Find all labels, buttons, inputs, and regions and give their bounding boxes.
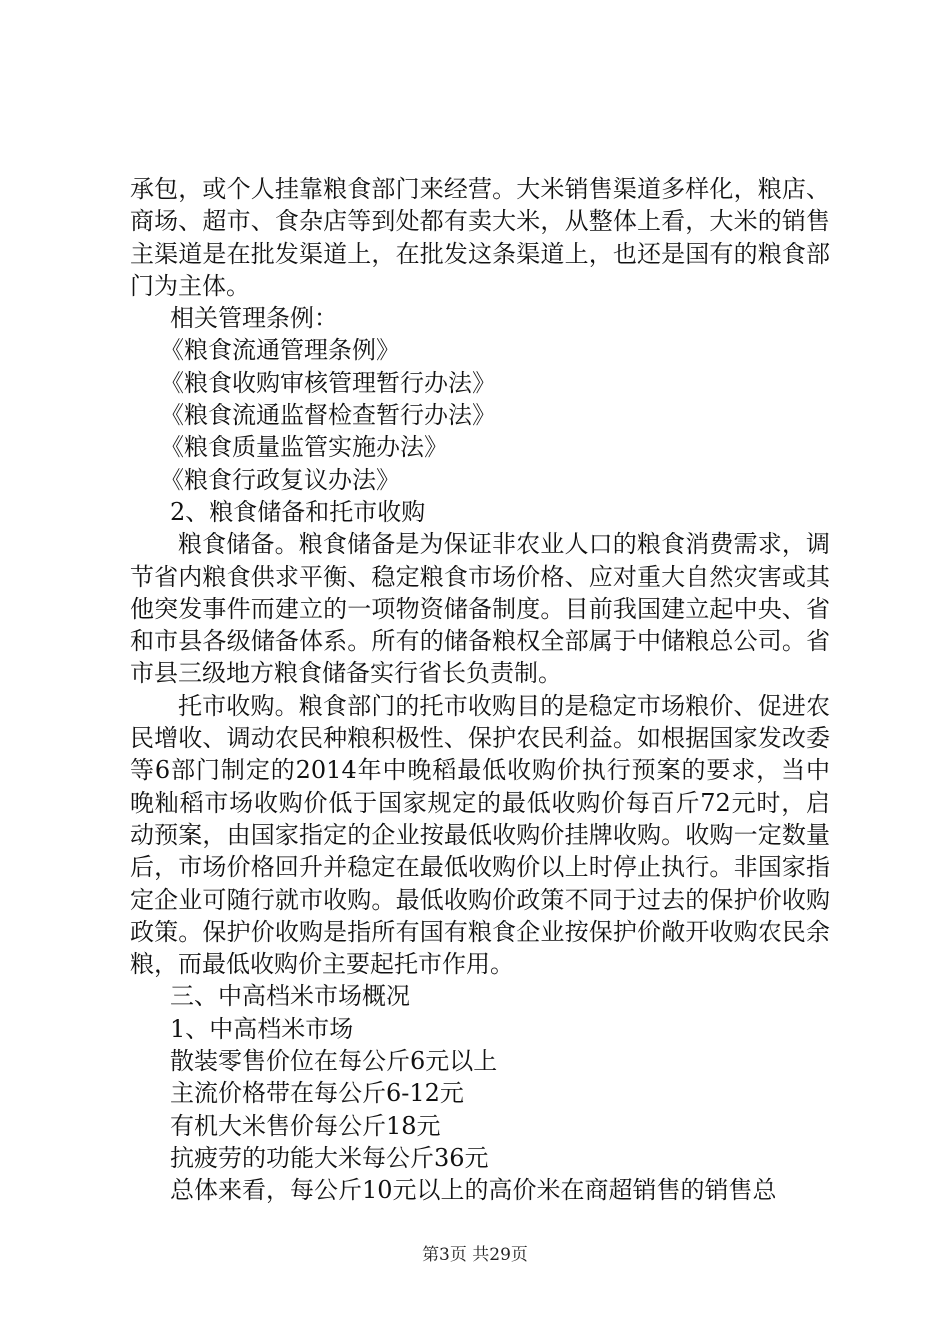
price-line: 散装零售价位在每公斤6元以上 (170, 1047, 498, 1076)
heading-regulations: 相关管理条例： (170, 304, 338, 333)
subsection-heading-rice-market: 1、中高档米市场 (170, 1014, 354, 1043)
paragraph-rice-sales-channels: 承包，或个人挂靠粮食部门来经营。大米销售渠道多样化，粮店、商场、超市、食杂店等到处都有卖大米，从整体上看，大米的销售主渠道是在批发渠道上，在批发这条渠道上，也还是国有的粮食部门为主体。 (130, 175, 830, 300)
page-number-footer: 第3页 共29页 (422, 1245, 528, 1265)
document-body (130, 173, 830, 1207)
price-line: 有机大米售价每公斤18元 (170, 1111, 441, 1140)
price-line: 抗疲劳的功能大米每公斤36元 (170, 1143, 489, 1172)
paragraph-price-support-purchase: 托市收购。粮食部门的托市收购目的是稳定市场粮价、促进农民增收、调动农民种粮积极性、保护农民利益。如根据国家发改委等6部门制定的2014年中晚稻最低收购价执行预案的要求，当中晚籼稻市场收购价低于国家规定的最低收购价每百斤72元时，启动预案，由国家指定的企业按最低收购价挂牌收购。收购一定数量后，市场价格回升并稳定在最低收购价以上时停止执行。非国家指定企业可随行就市收购。最低收购价政策不同于过去的保护价收购政策。保护价收购是指所有国有粮食企业按保护价敞开收购农民余粮，而最低收购价主要起托市作用。 (130, 691, 830, 979)
regulation-item: 《粮食质量监管实施办法》 (160, 433, 448, 462)
regulation-item: 《粮食收购审核管理暂行办法》 (160, 368, 496, 397)
section-heading-grain-reserve: 2、粮食储备和托市收购 (170, 497, 426, 526)
regulation-item: 《粮食流通管理条例》 (160, 336, 400, 365)
price-line: 主流价格带在每公斤6-12元 (170, 1079, 464, 1108)
paragraph-summary: 总体来看，每公斤10元以上的高价米在商超销售的销售总 (170, 1176, 777, 1205)
regulation-item: 《粮食行政复议办法》 (160, 465, 400, 494)
regulation-item: 《粮食流通监督检查暂行办法》 (160, 401, 496, 430)
section-heading-rice-market: 三、中高档米市场概况 (170, 982, 410, 1011)
paragraph-grain-reserve: 粮食储备。粮食储备是为保证非农业人口的粮食消费需求，调节省内粮食供求平衡、稳定粮食市场价格、应对重大自然灾害或其他突发事件而建立的一项物资储备制度。目前我国建立起中央、省和市县各级储备体系。所有的储备粮权全部属于中储粮总公司。省市县三级地方粮食储备实行省长负责制。 (130, 530, 830, 688)
